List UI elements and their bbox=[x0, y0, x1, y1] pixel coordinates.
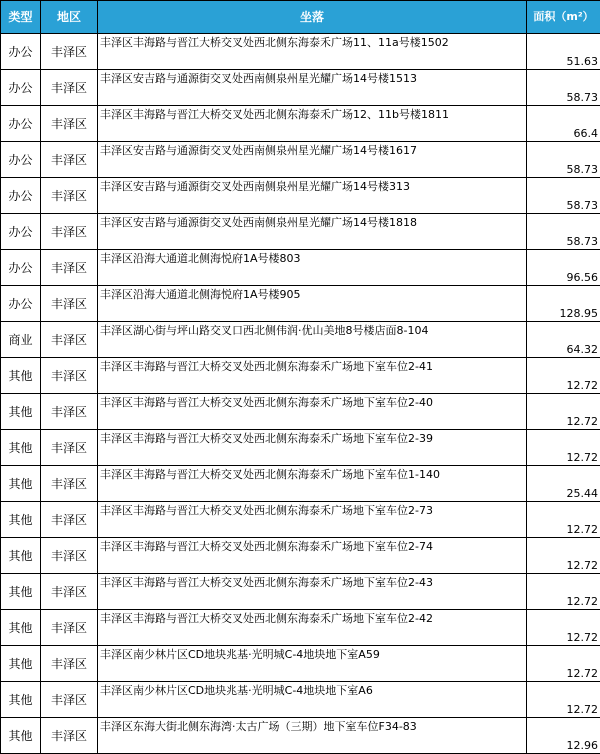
cell-area: 12.72 bbox=[527, 394, 600, 430]
cell-type: 其他 bbox=[1, 430, 41, 466]
cell-type: 其他 bbox=[1, 574, 41, 610]
cell-area: 12.72 bbox=[527, 574, 600, 610]
cell-address: 丰泽区安吉路与通源街交叉处西南侧泉州星光耀广场14号楼1617 bbox=[98, 142, 527, 178]
cell-region: 丰泽区 bbox=[41, 106, 98, 142]
cell-area: 58.73 bbox=[527, 178, 600, 214]
table-row bbox=[1, 142, 600, 178]
cell-area: 12.72 bbox=[527, 358, 600, 394]
cell-region: 丰泽区 bbox=[41, 394, 98, 430]
table-row bbox=[1, 178, 600, 214]
cell-type: 办公 bbox=[1, 106, 41, 142]
table-row bbox=[1, 250, 600, 286]
cell-area: 12.72 bbox=[527, 430, 600, 466]
cell-type: 其他 bbox=[1, 358, 41, 394]
cell-area: 12.72 bbox=[527, 502, 600, 538]
cell-region: 丰泽区 bbox=[41, 178, 98, 214]
cell-area: 96.56 bbox=[527, 250, 600, 286]
cell-type: 其他 bbox=[1, 646, 41, 682]
cell-area: 58.73 bbox=[527, 70, 600, 106]
cell-type: 商业 bbox=[1, 322, 41, 358]
table-row bbox=[1, 394, 600, 430]
cell-area: 51.63 bbox=[527, 34, 600, 70]
cell-address: 丰泽区东海大街北侧东海湾·太古广场（三期）地下室车位F34-83 bbox=[98, 718, 527, 754]
table-row bbox=[1, 646, 600, 682]
table-row bbox=[1, 466, 600, 502]
cell-address: 丰泽区沿海大通道北侧海悦府1A号楼803 bbox=[98, 250, 527, 286]
cell-area: 12.72 bbox=[527, 682, 600, 718]
table-row bbox=[1, 682, 600, 718]
cell-address: 丰泽区丰海路与晋江大桥交叉处西北侧东海泰禾广场地下室车位1-140 bbox=[98, 466, 527, 502]
cell-area: 12.96 bbox=[527, 718, 600, 754]
cell-area: 12.72 bbox=[527, 538, 600, 574]
cell-address: 丰泽区沿海大通道北侧海悦府1A号楼905 bbox=[98, 286, 527, 322]
cell-address: 丰泽区丰海路与晋江大桥交叉处西北侧东海泰禾广场地下室车位2-40 bbox=[98, 394, 527, 430]
cell-type: 其他 bbox=[1, 394, 41, 430]
table-row bbox=[1, 574, 600, 610]
cell-type: 办公 bbox=[1, 250, 41, 286]
cell-address: 丰泽区安吉路与通源街交叉处西南侧泉州星光耀广场14号楼1818 bbox=[98, 214, 527, 250]
cell-area: 66.4 bbox=[527, 106, 600, 142]
cell-type: 办公 bbox=[1, 142, 41, 178]
cell-region: 丰泽区 bbox=[41, 70, 98, 106]
cell-region: 丰泽区 bbox=[41, 538, 98, 574]
cell-region: 丰泽区 bbox=[41, 610, 98, 646]
cell-address: 丰泽区丰海路与晋江大桥交叉处西北侧东海泰禾广场地下室车位2-74 bbox=[98, 538, 527, 574]
table-row bbox=[1, 106, 600, 142]
cell-region: 丰泽区 bbox=[41, 322, 98, 358]
header-address: 坐落 bbox=[98, 1, 527, 34]
table-row bbox=[1, 538, 600, 574]
cell-area: 64.32 bbox=[527, 322, 600, 358]
cell-area: 12.72 bbox=[527, 646, 600, 682]
table-row bbox=[1, 718, 600, 754]
cell-type: 其他 bbox=[1, 682, 41, 718]
cell-type: 其他 bbox=[1, 502, 41, 538]
cell-area: 58.73 bbox=[527, 142, 600, 178]
cell-type: 办公 bbox=[1, 70, 41, 106]
cell-region: 丰泽区 bbox=[41, 682, 98, 718]
cell-type: 其他 bbox=[1, 538, 41, 574]
cell-address: 丰泽区丰海路与晋江大桥交叉处西北侧东海泰禾广场11、11a号楼1502 bbox=[98, 34, 527, 70]
cell-region: 丰泽区 bbox=[41, 142, 98, 178]
cell-address: 丰泽区丰海路与晋江大桥交叉处西北侧东海泰禾广场地下室车位2-42 bbox=[98, 610, 527, 646]
cell-address: 丰泽区安吉路与通源街交叉处西南侧泉州星光耀广场14号楼1513 bbox=[98, 70, 527, 106]
cell-address: 丰泽区丰海路与晋江大桥交叉处西北侧东海泰禾广场地下室车位2-41 bbox=[98, 358, 527, 394]
cell-region: 丰泽区 bbox=[41, 718, 98, 754]
cell-region: 丰泽区 bbox=[41, 250, 98, 286]
cell-area: 128.95 bbox=[527, 286, 600, 322]
table-body bbox=[1, 34, 600, 754]
cell-type: 其他 bbox=[1, 466, 41, 502]
cell-address: 丰泽区丰海路与晋江大桥交叉处西北侧东海泰禾广场地下室车位2-43 bbox=[98, 574, 527, 610]
cell-region: 丰泽区 bbox=[41, 214, 98, 250]
table-header bbox=[1, 1, 600, 34]
cell-region: 丰泽区 bbox=[41, 286, 98, 322]
cell-region: 丰泽区 bbox=[41, 646, 98, 682]
table-row bbox=[1, 502, 600, 538]
table-row bbox=[1, 430, 600, 466]
table-row bbox=[1, 322, 600, 358]
cell-address: 丰泽区丰海路与晋江大桥交叉处西北侧东海泰禾广场12、11b号楼1811 bbox=[98, 106, 527, 142]
cell-region: 丰泽区 bbox=[41, 34, 98, 70]
cell-type: 办公 bbox=[1, 214, 41, 250]
cell-area: 12.72 bbox=[527, 610, 600, 646]
header-region: 地区 bbox=[41, 1, 98, 34]
cell-address: 丰泽区丰海路与晋江大桥交叉处西北侧东海泰禾广场地下室车位2-73 bbox=[98, 502, 527, 538]
cell-area: 58.73 bbox=[527, 214, 600, 250]
cell-address: 丰泽区南少林片区CD地块兆基·光明城C-4地块地下室A59 bbox=[98, 646, 527, 682]
cell-type: 其他 bbox=[1, 718, 41, 754]
cell-address: 丰泽区丰海路与晋江大桥交叉处西北侧东海泰禾广场地下室车位2-39 bbox=[98, 430, 527, 466]
table-row bbox=[1, 34, 600, 70]
cell-type: 办公 bbox=[1, 286, 41, 322]
cell-region: 丰泽区 bbox=[41, 358, 98, 394]
table-row bbox=[1, 286, 600, 322]
cell-region: 丰泽区 bbox=[41, 466, 98, 502]
cell-region: 丰泽区 bbox=[41, 502, 98, 538]
table-row bbox=[1, 610, 600, 646]
header-row bbox=[1, 1, 600, 34]
table-row bbox=[1, 358, 600, 394]
cell-area: 25.44 bbox=[527, 466, 600, 502]
table-row bbox=[1, 70, 600, 106]
cell-region: 丰泽区 bbox=[41, 430, 98, 466]
cell-address: 丰泽区湖心街与坪山路交叉口西北侧伟润·优山美地8号楼店面8-104 bbox=[98, 322, 527, 358]
cell-type: 办公 bbox=[1, 178, 41, 214]
cell-type: 其他 bbox=[1, 610, 41, 646]
header-type: 类型 bbox=[1, 1, 41, 34]
header-area: 面积（m²） bbox=[527, 1, 600, 34]
cell-type: 办公 bbox=[1, 34, 41, 70]
cell-address: 丰泽区南少林片区CD地块兆基·光明城C-4地块地下室A6 bbox=[98, 682, 527, 718]
cell-region: 丰泽区 bbox=[41, 574, 98, 610]
cell-address: 丰泽区安吉路与通源街交叉处西南侧泉州星光耀广场14号楼313 bbox=[98, 178, 527, 214]
table-row bbox=[1, 214, 600, 250]
